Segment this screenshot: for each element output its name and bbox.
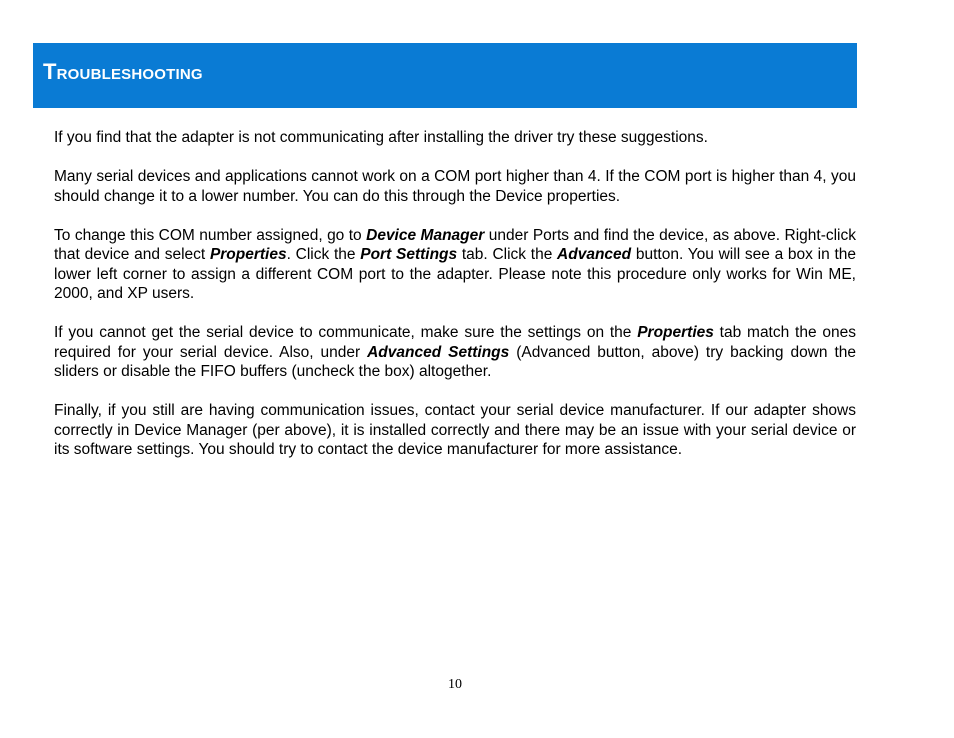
text-run: (Advanced button, above) try backing down the sliders or disable the FIFO buffers (uncheck the box) altogether.: [54, 343, 856, 380]
paragraph-communication-settings: [54, 323, 856, 382]
paragraph-com-port-limit: Many serial devices and applications cannot work on a COM port higher than 4. If the COM port is higher than 4, you should change it to a lower number. You can do this through the Device properties.: [54, 168, 856, 205]
paragraph-contact-manufacturer: Finally, if you still are having communication issues, contact your serial device manufacturer. If our adapter shows correctly in Device Manager (per above), it is installed correctly and there may be an issue with your serial device or its software settings. You should try to contact the device manufacturer for more assistance.: [54, 402, 856, 458]
text-run: under Ports and find the device, as above. Right-click that device and select: [54, 226, 857, 263]
text-run: tab. Click the: [457, 246, 558, 263]
paragraph-change-com-number: [54, 226, 856, 304]
text-run: If you cannot get the serial device to communicate, make sure the settings on the: [54, 324, 638, 341]
text-run: tab match the ones required for your serial device. Also, under: [54, 324, 856, 361]
page-number: 10: [448, 677, 462, 692]
text-run: . Click the: [286, 246, 361, 263]
paragraph-intro: If you find that the adapter is not communicating after installing the driver try these suggestions.: [54, 129, 708, 146]
advanced-term: Advanced: [557, 246, 632, 263]
section-header-bar: [33, 43, 857, 108]
advanced-settings-term: Advanced Settings: [367, 343, 510, 361]
section-title: Troubleshooting: [43, 59, 203, 84]
properties-term: Properties: [209, 246, 287, 263]
body-content: [54, 128, 856, 460]
properties-term: Properties: [637, 324, 714, 341]
port-settings-term: Port Settings: [360, 246, 458, 263]
text-run: button. You will see a box in the lower left corner to assign a different COM port to the adapter. Please note this procedure only works for Win ME, 2000, and XP users.: [54, 246, 856, 302]
device-manager-term: Device Manager: [366, 226, 485, 244]
text-run: To change this COM number assigned, go to: [54, 226, 367, 244]
